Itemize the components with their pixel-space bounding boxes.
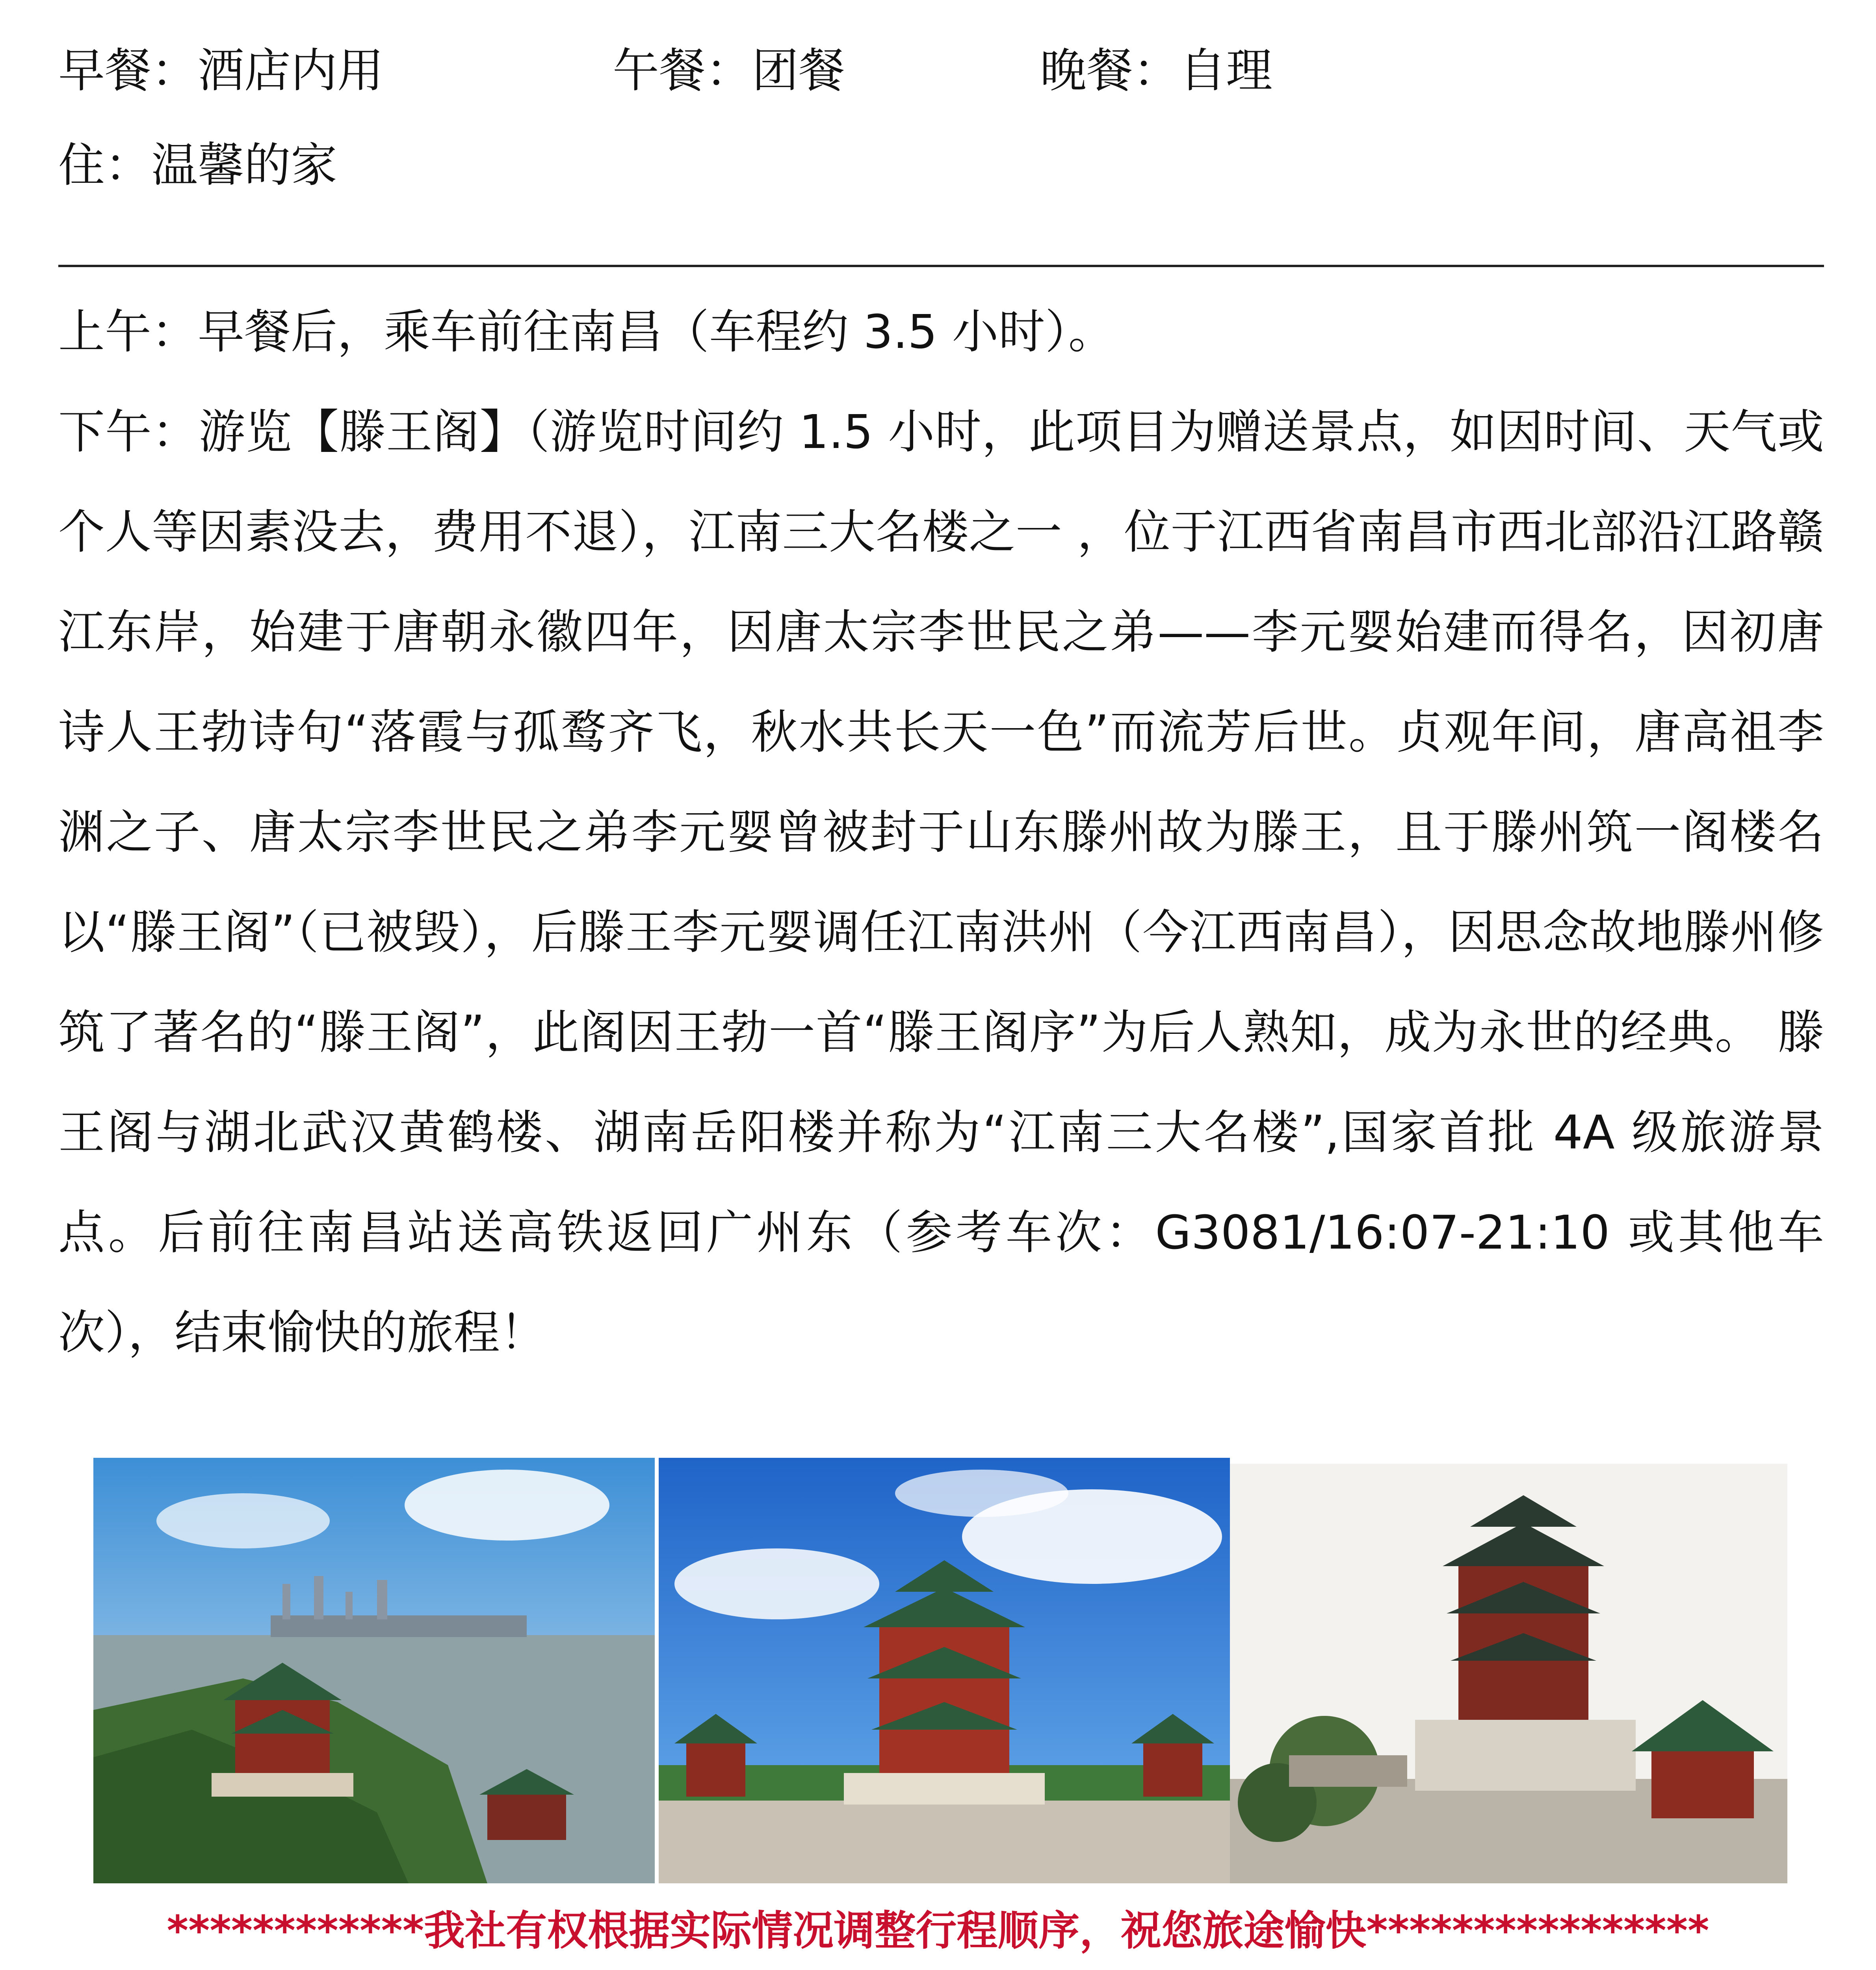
itinerary-morning: 上午：早餐后，乘车前往南昌（车程约 3.5 小时）。 [58, 305, 1115, 359]
itinerary [58, 282, 1824, 1383]
divider [58, 265, 1824, 267]
photo-pavilion-front [659, 1458, 1230, 1883]
itinerary-afternoon: 下午：游览【滕王阁】（游览时间约 1.5 小时，此项目为赠送景点，如因时间、天气或个人等因素没去，费用不退），江南三大名楼之一 ，位于江西省南昌市西北部沿江路赣江东岸，始建于唐朝永徽四年，因唐太宗李世民之弟——李元婴始建而得名，因初唐诗人王勃诗句“落霞与孤鹜齐飞，秋水共长天一色”而流芳后世。贞观年间，唐高祖李渊之子、唐太宗李世民之弟李元婴曾被封于山东滕州故为滕王，且于滕州筑一阁楼名以“滕王阁”（已被毁），后滕王李元婴调任江南洪州（今江西南昌），因思念故地滕州修筑了著名的“滕王阁”，此阁因王勃一首“滕王阁序”为后人熟知，成为永世的经典。 滕王阁与湖北武汉黄鹤楼、湖南岳阳楼并称为“江南三大名楼”,国家首批 4A 级旅游景点。后前往南昌站送高铁返回广州东（参考车次：G3081/16:07-21:10 或其他车次），结束愉快的旅程！ [58, 405, 1824, 1360]
meal-lunch: 午餐：团餐 [613, 43, 845, 98]
notice-text: ************我社有权根据实际情况调整行程顺序，祝您旅途愉快**************** [167, 1907, 1709, 1955]
meal-dinner: 晚餐：自理 [1040, 43, 1273, 98]
accommodation: 住：温馨的家 [58, 138, 338, 192]
photo-pavilion-plaza [1230, 1464, 1787, 1883]
meal-breakfast: 早餐：酒店内用 [58, 43, 384, 98]
photo-aerial-pavilion [93, 1458, 655, 1883]
